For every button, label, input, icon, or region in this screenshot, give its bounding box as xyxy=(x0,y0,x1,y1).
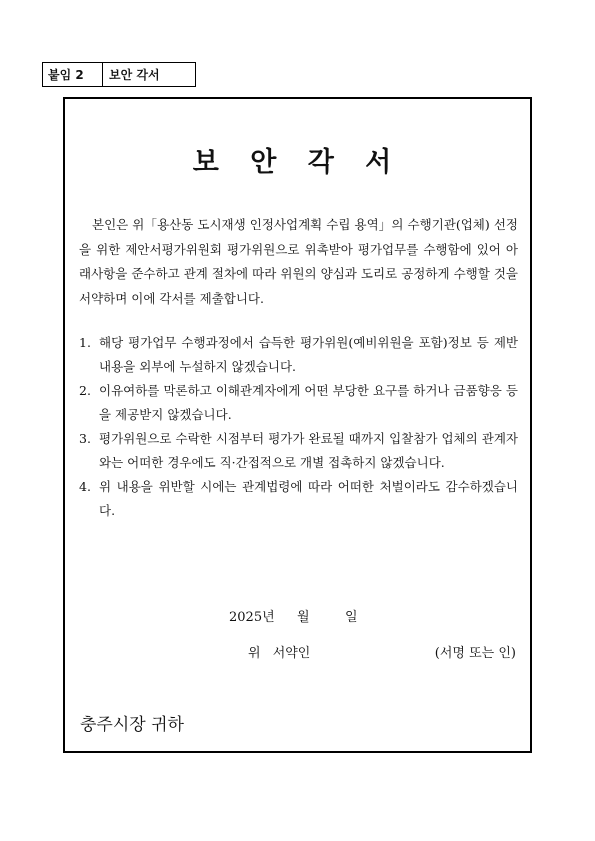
item-number: 1. xyxy=(79,335,91,350)
pledge-items xyxy=(79,331,518,523)
item-text: 해당 평가업무 수행과정에서 습득한 평가위원(예비위원을 포함)정보 등 제반내용을 외부에 누설하지 않겠습니다. xyxy=(99,335,518,374)
attachment-number: 붙임 2 xyxy=(43,63,103,86)
item-text: 평가위원으로 수락한 시점부터 평가가 완료될 때까지 입찰참가 업체의 관계자와는 어떠한 경우에도 직·간접적으로 개별 접촉하지 않겠습니다. xyxy=(99,431,518,470)
date-day: 일 xyxy=(345,610,358,625)
item-text: 위 내용을 위반할 시에는 관계법령에 따라 어떠한 처벌이라도 감수하겠습니다. xyxy=(99,479,518,518)
item-text: 이유여하를 막론하고 이해관계자에게 어떤 부당한 요구를 하거나 금품향응 등을 제공받지 않겠습니다. xyxy=(99,383,518,422)
item-number: 2. xyxy=(79,383,91,398)
pledge-item xyxy=(79,475,518,523)
pledge-document xyxy=(63,97,532,753)
document-title: 보 안 각 서 xyxy=(192,147,403,178)
pledge-item xyxy=(79,331,518,379)
attachment-tag xyxy=(42,62,196,87)
date-month: 월 xyxy=(297,610,310,625)
item-number: 4. xyxy=(79,479,91,494)
attachment-title: 보안 각서 xyxy=(109,68,160,82)
intro-paragraph: 본인은 위「용산동 도시재생 인정사업계획 수립 용역」의 수행기관(업체) 선정을 위한 제안서평가위원회 평가위원으로 위촉받아 평가업무를 수행함에 있어 아래사항을 준수하고 관계 절차에 따라 위원의 양심과 도리로 공정하게 수행할 것을 서약하며 이에 각서를 제출합니다. xyxy=(79,217,518,306)
pledge-item xyxy=(79,379,518,427)
recipient: 충주시장 귀하 xyxy=(80,715,184,735)
signature-placeholder: (서명 또는 인) xyxy=(434,646,516,661)
pledge-item xyxy=(79,427,518,475)
date-line xyxy=(229,606,358,625)
item-number: 3. xyxy=(79,431,91,446)
date-year: 2025년 xyxy=(229,610,275,625)
signer-label: 위 서약인 xyxy=(248,646,311,661)
